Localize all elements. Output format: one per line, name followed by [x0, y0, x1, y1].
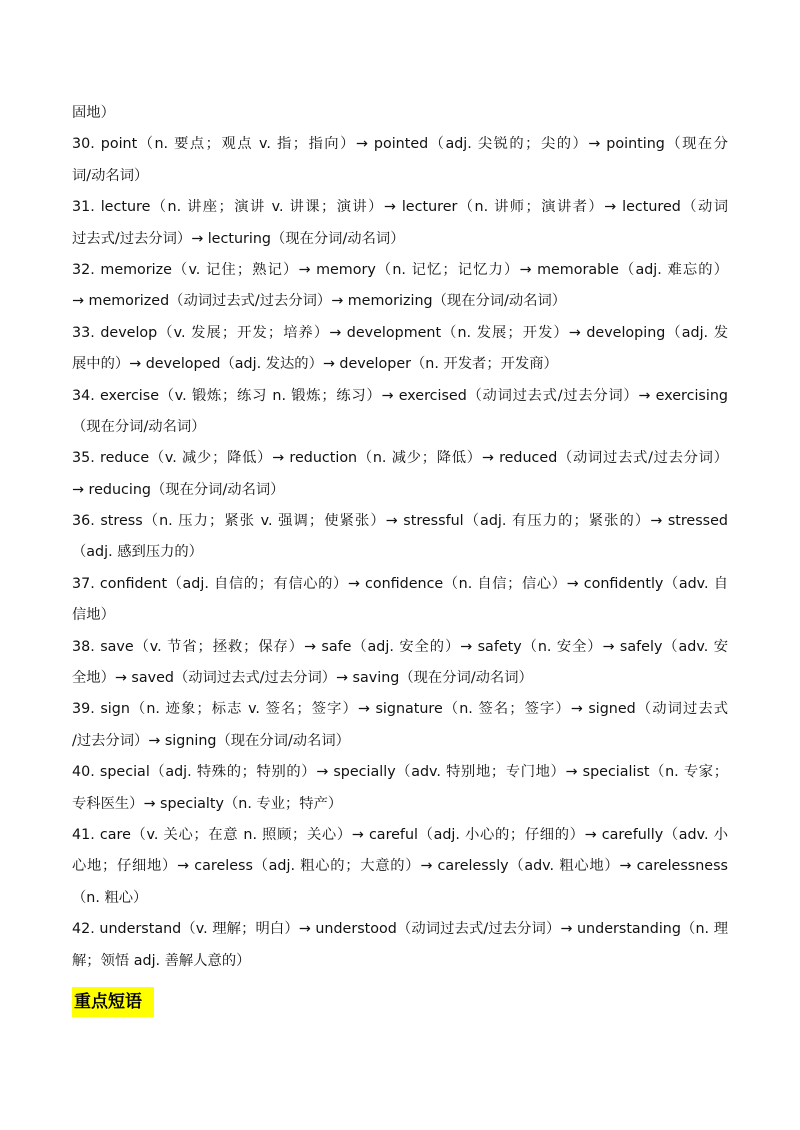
- entry-line: （n. 粗心）: [72, 889, 148, 906]
- entry-line: 展中的）→ developed（adj. 发达的）→ developer（n. 开发者；开发商）: [72, 356, 558, 373]
- entry-line: 37. confident（adj. 自信的；有信心的）→ confidence（n. 自信；信心）→ confidently（adv. 自: [72, 575, 728, 592]
- vocab-entry-38: [72, 632, 728, 695]
- entry-line: 38. save（v. 节省；拯救；保存）→ safe（adj. 安全的）→ safety（n. 安全）→ safely（adv. 安: [72, 638, 728, 655]
- vocab-entry-35: [72, 443, 728, 506]
- entry-line: /过去分词）→ signing（现在分词/动名词）: [72, 732, 350, 749]
- entry-line: → memorized（动词过去式/过去分词）→ memorizing（现在分词/动名词）: [72, 293, 567, 310]
- vocab-entry-41: [72, 820, 728, 914]
- entry-line: 40. special（adj. 特殊的；特别的）→ specially（adv. 特别地；专门地）→ specialist（n. 专家；: [72, 764, 728, 781]
- entry-line: （现在分词/动名词）: [72, 418, 206, 435]
- entry-line: 31. lecture（n. 讲座；演讲 v. 讲课；演讲）→ lecturer（n. 讲师；演讲者）→ lectured（动词: [72, 199, 728, 216]
- entry-line: → reducing（现在分词/动名词）: [72, 481, 285, 498]
- vocab-entry-39: [72, 694, 728, 757]
- entry-line: 解；领悟 adj. 善解人意的）: [72, 952, 251, 969]
- vocab-entry-37: [72, 569, 728, 632]
- vocab-entry-36: [72, 506, 728, 569]
- entry-line: 专科医生）→ specialty（n. 专业；特产）: [72, 795, 343, 812]
- entry-line: 32. memorize（v. 记住；熟记）→ memory（n. 记忆；记忆力）→ memorable（adj. 难忘的）: [72, 261, 728, 278]
- vocab-entry-34: [72, 381, 728, 444]
- vocab-entry-42: [72, 914, 728, 977]
- entry-line: 34. exercise（v. 锻炼；练习 n. 锻炼；练习）→ exercised（动词过去式/过去分词）→ exercising: [72, 387, 728, 404]
- vocab-entry-40: [72, 757, 728, 820]
- entry-line: 心地；仔细地）→ careless（adj. 粗心的；大意的）→ carelessly（adv. 粗心地）→ carelessness: [72, 858, 728, 875]
- entry-line: 过去式/过去分词）→ lecturing（现在分词/动名词）: [72, 230, 405, 247]
- vocab-entry-continuation: [72, 98, 728, 129]
- entry-line: 36. stress（n. 压力；紧张 v. 强调；使紧张）→ stressful（adj. 有压力的；紧张的）→ stressed: [72, 513, 728, 530]
- entry-line: 42. understand（v. 理解；明白）→ understood（动词过去式/过去分词）→ understanding（n. 理: [72, 921, 728, 938]
- section-heading-wrap: [72, 987, 728, 1017]
- entry-line: 41. care（v. 关心；在意 n. 照顾；关心）→ careful（adj. 小心的；仔细的）→ carefully（adv. 小: [72, 826, 728, 843]
- entry-line: 35. reduce（v. 减少；降低）→ reduction（n. 减少；降低）→ reduced（动词过去式/过去分词）: [72, 450, 728, 467]
- entry-line: 信地）: [72, 607, 115, 624]
- vocab-entry-32: [72, 255, 728, 318]
- entry-line: 全地）→ saved（动词过去式/过去分词）→ saving（现在分词/动名词）: [72, 670, 533, 687]
- entry-line: 33. develop（v. 发展；开发；培养）→ development（n. 发展；开发）→ developing（adj. 发: [72, 324, 728, 341]
- vocab-entry-33: [72, 318, 728, 381]
- entry-line: （adj. 感到压力的）: [72, 544, 203, 561]
- entry-line: 词/动名词）: [72, 167, 149, 184]
- entry-line: 固地）: [72, 105, 115, 121]
- entry-line: 39. sign（n. 迹象；标志 v. 签名；签字）→ signature（n. 签名；签字）→ signed（动词过去式: [72, 701, 728, 718]
- document-page: [72, 98, 728, 1017]
- vocab-entry-31: [72, 192, 728, 255]
- entry-line: 30. point（n. 要点；观点 v. 指；指向）→ pointed（adj. 尖锐的；尖的）→ pointing（现在分: [72, 136, 728, 153]
- section-heading: 重点短语: [72, 987, 154, 1017]
- vocab-entry-30: [72, 129, 728, 192]
